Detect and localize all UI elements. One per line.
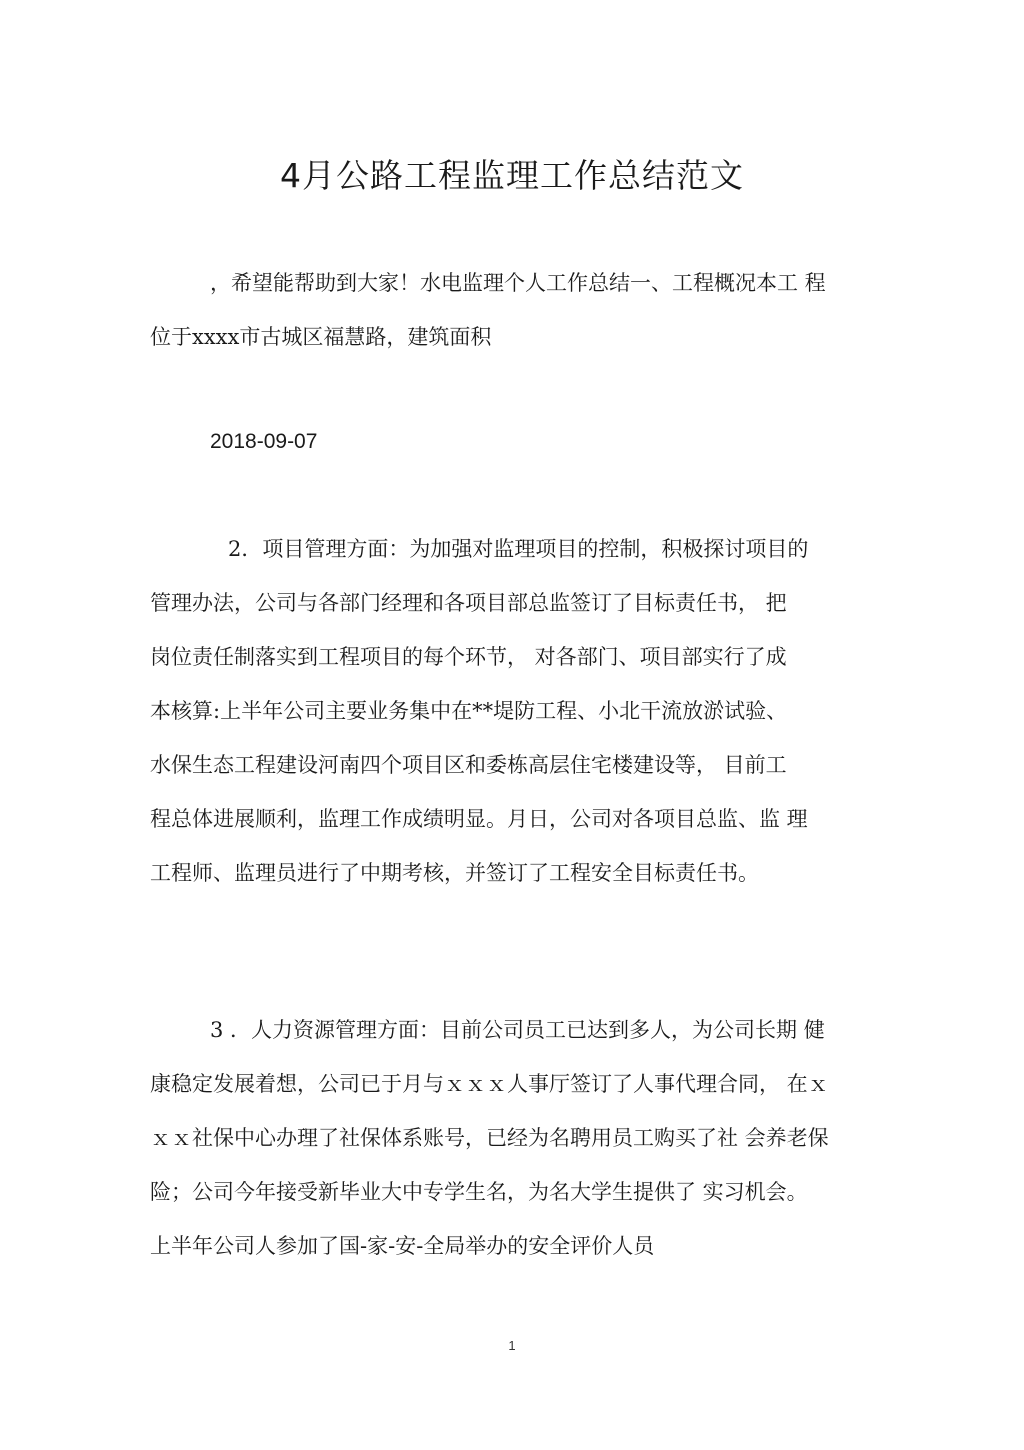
section-3-line: 3 ．人力资源管理方面：目前公司员工已达到多人，为公司长期 健 xyxy=(210,1018,825,1042)
section-2-line: 程总体进展顺利，监理工作成绩明显。月日，公司对各项目总监、监 理 xyxy=(150,807,808,831)
page-number: 1 xyxy=(508,1338,516,1353)
section-2-line: 本核算:上半年公司主要业务集中在**堤防工程、小北干流放淤试验、 xyxy=(150,699,788,723)
section-3-line: ｘｘ社保中心办理了社保体系账号，已经为名聘用员工购买了社 会养老保 xyxy=(150,1126,829,1150)
section-2-line: 水保生态工程建设河南四个项目区和委栋高层住宅楼建设等， 目前工 xyxy=(150,753,787,777)
intro-line: 位于xxxx市古城区福慧路，建筑面积 xyxy=(150,325,492,349)
section-2-line: 管理办法，公司与各部门经理和各项目部总监签订了目标责任书， 把 xyxy=(150,591,787,615)
section-3-paragraph xyxy=(150,1003,870,1273)
section-3-line: 上半年公司人参加了国-家-安-全局举办的安全评价人员 xyxy=(150,1234,655,1258)
section-2-line: 岗位责任制落实到工程项目的每个环节， 对各部门、项目部实行了成 xyxy=(150,645,787,669)
section-2-paragraph xyxy=(150,522,870,900)
intro-line: ，希望能帮助到大家！水电监理个人工作总结一、工程概况本工 程 xyxy=(210,271,826,295)
section-2-line: 工程师、监理员进行了中期考核，并签订了工程安全目标责任书。 xyxy=(150,861,759,885)
section-3-line: 险；公司今年接受新毕业大中专学生名，为名大学生提供了 实习机会。 xyxy=(150,1180,808,1204)
document-date: 2018-09-07 xyxy=(210,430,318,453)
section-3-line: 康稳定发展着想，公司已于月与ｘｘｘ人事厅签订了人事代理合同， 在ｘ xyxy=(150,1072,829,1096)
document-title: 4月公路工程监理工作总结范文 xyxy=(280,156,744,195)
section-2-line: 2．项目管理方面：为加强对监理项目的控制，积极探讨项目的 xyxy=(228,537,809,561)
intro-paragraph xyxy=(150,256,870,364)
